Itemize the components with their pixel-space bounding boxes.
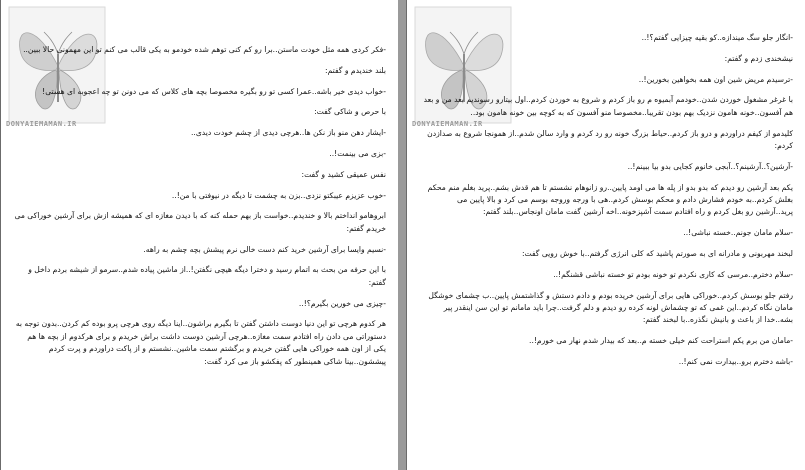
left-page bbox=[0, 0, 398, 470]
paragraph: با غرغر مشغول خوردن شدن..خودمم آبمیوه م رو باز کردم و شروع به خوردن کردم..اول بیتارو رسوندیم بعد من و بعد هم آفسون..خونه هامون نزدیک بهم بودن تقریبا..مخصوصا منو آفسون که به کوچه بین خونه هامون بود.. bbox=[423, 95, 793, 117]
paragraph: یکم بعد آرشین رو دیدم که بدو بدو از پله ها می اومد پایین..رو زانوهام نشستم تا هم قدش بشم..پرید بغلم منم محکم بغلش کردم..به خودم فشارش دادم و محکم بوسش کردم..هی با ورجه وروجه بوسم می کرد و بالا پایین می پرید..آرشین رو بغل کردم و راه افتادم سمت آشپزخونه..اخه آرشین گفت مامان اونجاس..بلند گفتم: bbox=[427, 182, 793, 217]
paragraph: -خوب عزیزم عیبکتو نزدی..بزن به چشمت تا دیگه در نیوفتی با من!.. bbox=[171, 190, 386, 200]
paragraph: هر کدوم هرچی تو این دنیا دوست داشتن گفتن تا بگیرم براشون..اینا دیگه روی هرچی پرو بوده کم کردن..بدون توجه به دستوراتی می دادن راه افتادم سمت مغازه..هرچی آرشین دوست داشت براش خریدم و برای هرکدوم از بچه ها هم یکی از اون همه خوراکی هایی گفتن خریدم و برگشتم سمت ماشین..نشستم و از پاکت دراوردم و پرت کردم پیششون..بینا شاکی همینطور که پفکشو باز می کرد گفت: bbox=[15, 319, 386, 366]
paragraph: -مامان من برم یکم استراحت کنم خیلی خسته م..بعد که بیدار شدم نهار می خورم!.. bbox=[529, 336, 793, 346]
paragraph: -بزی می بینمت!.. bbox=[329, 148, 386, 158]
watermark-text: DONYAIEMAMAN.IR bbox=[412, 120, 483, 128]
paragraph: -باشه دخترم برو..بیدارت نمی کنم!.. bbox=[678, 357, 793, 366]
paragraph: با این حرفه من بحث به اتمام رسید و دخترا دیگه هیچی نگفتن!..از ماشین پیاده شدم..سرمو از شیشه بردم داخل و گفتم: bbox=[28, 265, 386, 287]
paragraph: ابروهامو انداختم بالا و خندیدم..خواست باز بهم حمله کنه که با دیدن مغازه ای که همیشه ازش برای آرشین خوراکی می خریدم گفتم: bbox=[14, 211, 386, 233]
paragraph: نفس عمیقی کشید و گفت: bbox=[301, 169, 386, 179]
left-page-edge bbox=[0, 0, 1, 470]
paragraph: لبخند مهربونی و مادرانه ای به صورتم پاشید که کلی انرژی گرفتم..با خوش رویی گفت: bbox=[521, 249, 793, 258]
paragraph: -آرشین؟..آرشینم؟..آبجی خانوم کجایی بدو بیا ببینم!.. bbox=[627, 161, 793, 171]
paragraph: -خواب دیدی خیر باشه..عمرا کسی تو رو بگیره مخصوصا بچه های کلاس که می دونن تو چه اعجوبه ای هستی! bbox=[42, 86, 386, 96]
paragraph: -چیزی می خورین بگیرم؟!.. bbox=[298, 298, 386, 308]
right-page bbox=[406, 0, 805, 470]
paragraph: -ترسیدم مریض شین اون همه بخواهین بخورین!.. bbox=[638, 74, 793, 84]
watermark-text: DONYAIEMAMAN.IR bbox=[6, 120, 77, 128]
page-gutter bbox=[398, 0, 406, 470]
right-page-text bbox=[419, 32, 793, 377]
paragraph: -سلام دخترم..مرسی که کاری نکردم تو خونه بودم تو خسته نباشی قشنگم!.. bbox=[553, 269, 793, 279]
paragraph: با حرص و شاکی گفت: bbox=[314, 107, 386, 117]
paragraph: -ایشار دهن منو باز نکن ها..هرچی دیدی از چشم خودت دیدی.. bbox=[191, 128, 386, 138]
left-page-text bbox=[14, 44, 386, 376]
paragraph: -نسیم وایسا برای آرشین خرید کنم دست خالی نرم پیشش بچه چشم به راهه. bbox=[143, 244, 386, 254]
paragraph: رفتم جلو بوسش کردم..خوراکی هایی برای آرشین خریده بودم و دادم دستش و گذاشتمش پایین..ب چشمای خوشگل مامان نگاه کردم..این غمی که تو چشماش لونه کرده رو دیدم و دلم گرفت..چرا باید مامانم تو این سن اینقدر پیر بشه..خدا از باعث و بانیش نگذره..با لبخند گفتم: bbox=[428, 290, 793, 325]
paragraph: -انگار جلو سگ میندازه..کو بقیه چیزایی گفتم؟!.. bbox=[641, 33, 793, 42]
paragraph: کلیدمو از کیفم دراوردم و درو باز کردم..حیاط بزرگ خونه رو رد کردم و وارد سالن شدم..از همونجا شروع به صدازدن کردم: bbox=[427, 128, 793, 150]
right-page-edge bbox=[406, 0, 407, 470]
paragraph: -فکر کردی همه مثل خودت ماستن..برا رو کم کنی توهم شده خودمو به یکی قالب می کنم تو این مهمونی حالا ببین.. bbox=[23, 45, 386, 54]
paragraph: -سلام مامان جونم..خسته نباشی!.. bbox=[683, 228, 793, 238]
paragraph: نیشخندی زدم و گفتم: bbox=[724, 53, 793, 63]
paragraph: بلند خندیدم و گفتم: bbox=[325, 65, 386, 75]
